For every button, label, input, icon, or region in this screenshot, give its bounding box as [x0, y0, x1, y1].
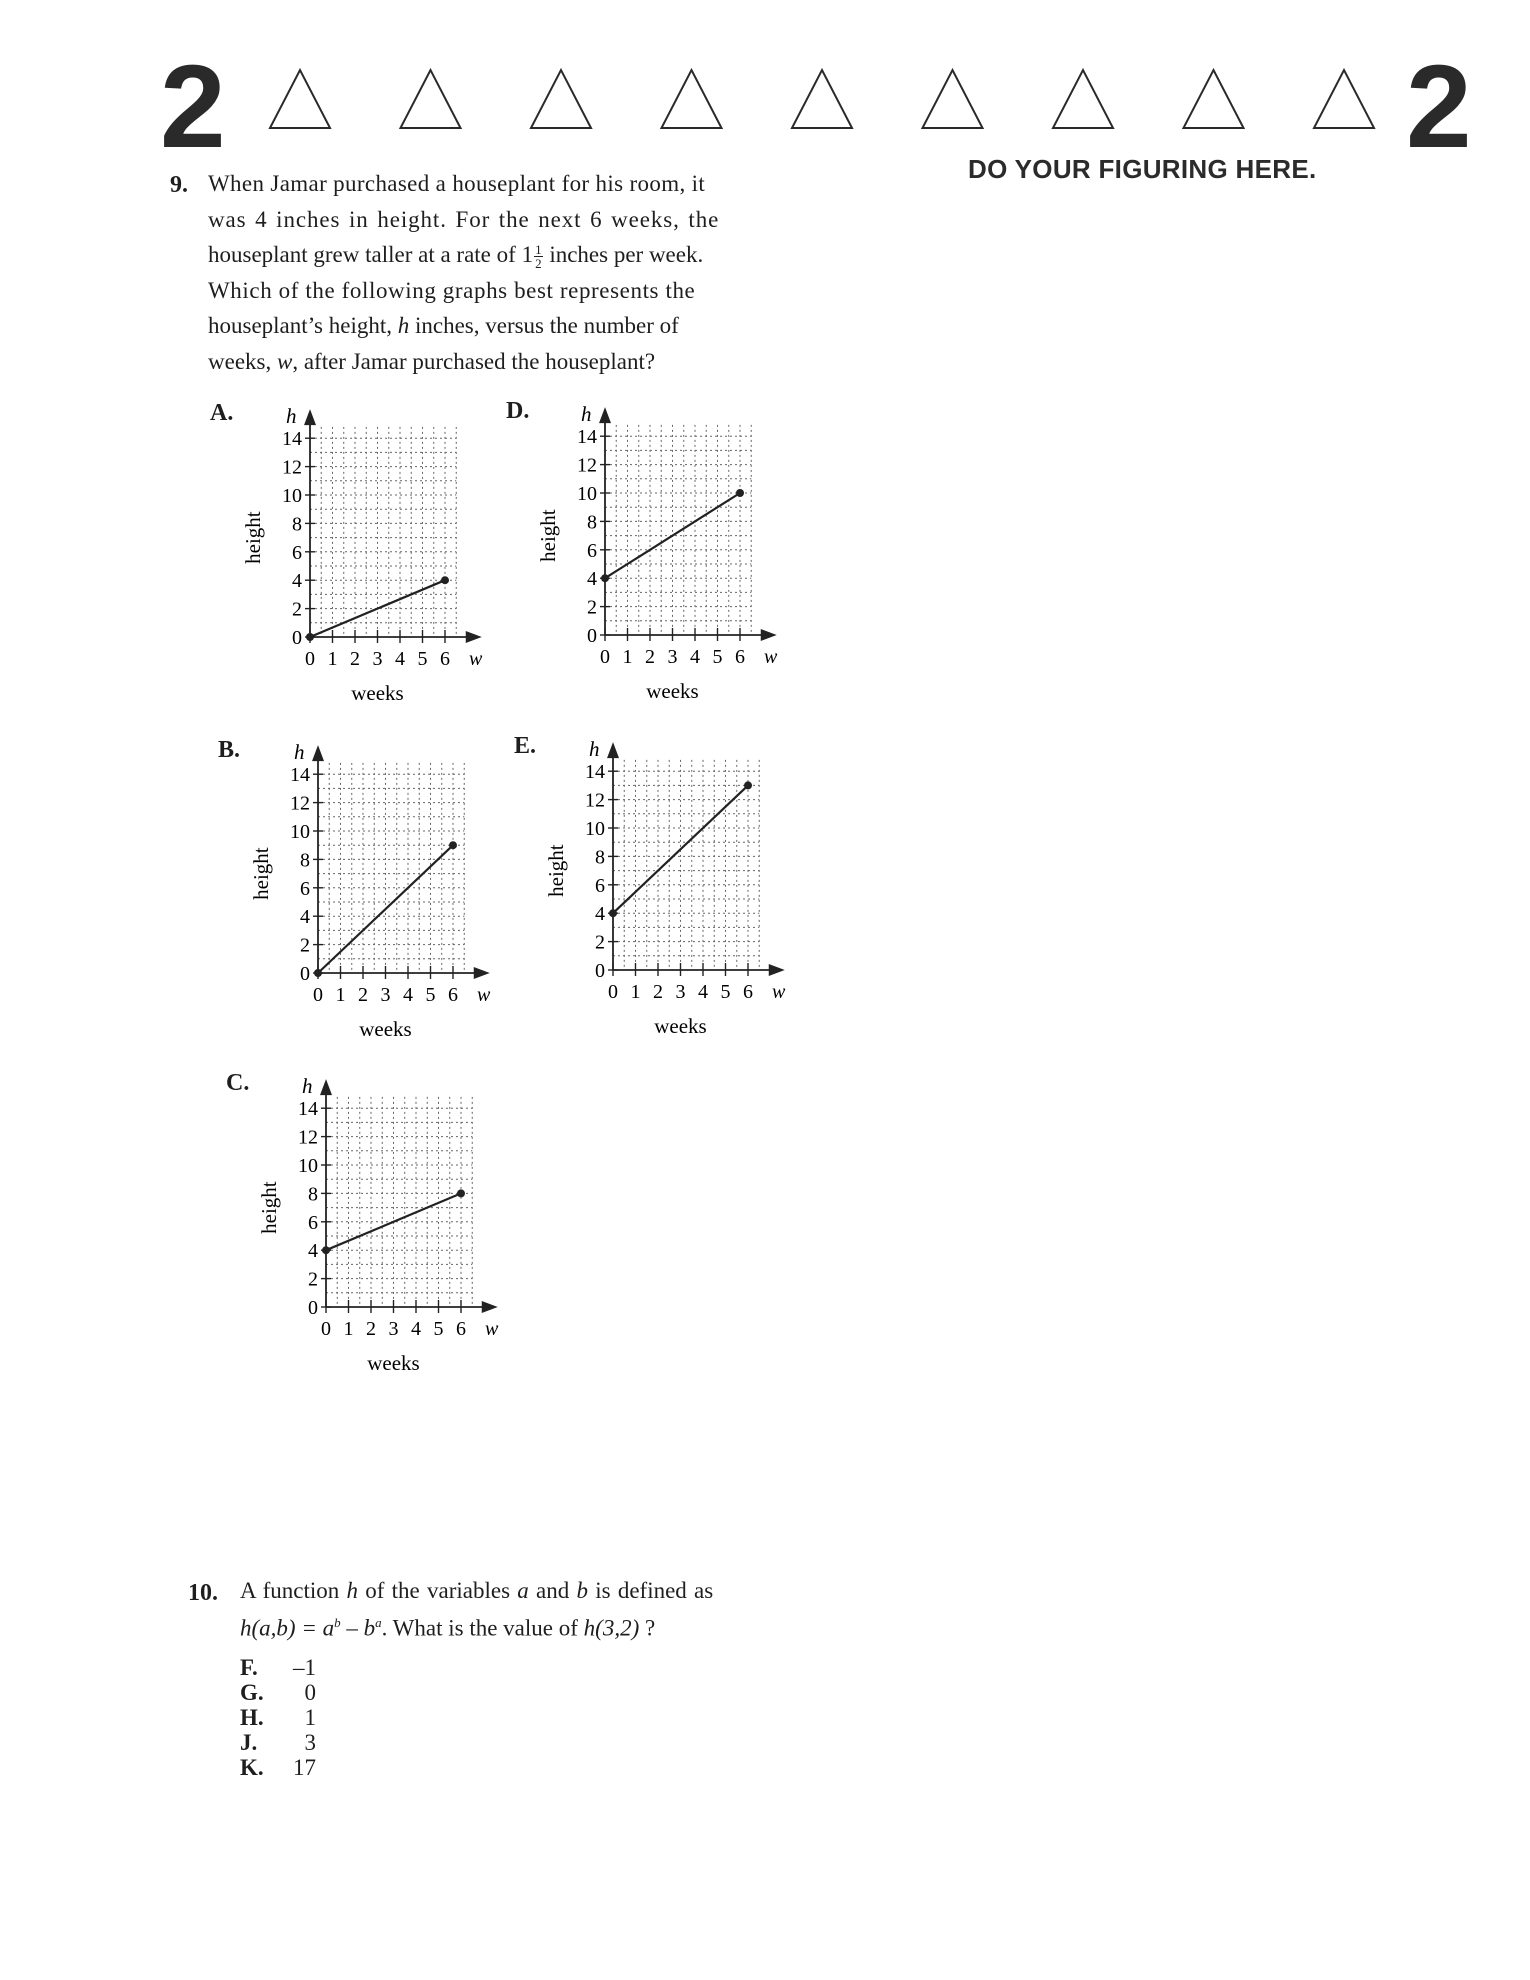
y-tick-label: 0	[595, 960, 605, 982]
y-tick-label: 6	[587, 539, 597, 562]
x-tick-label: 6	[440, 648, 450, 670]
data-point	[306, 633, 314, 641]
answer-h[interactable]	[240, 1705, 316, 1730]
y-tick-label: 6	[595, 874, 605, 897]
q9-line-5-start: houseplant’s height,	[208, 313, 392, 338]
y-tick-label: 8	[595, 846, 605, 869]
y-axis-title: height	[241, 511, 265, 564]
y-tick-label: 4	[587, 568, 597, 591]
y-tick-label: 10	[577, 483, 597, 505]
y-tick-label: 12	[290, 792, 310, 815]
x-tick-label: 4	[395, 648, 405, 670]
graph-b	[248, 731, 508, 1041]
x-variable-label: w	[772, 981, 786, 1003]
answer-choices	[240, 1655, 316, 1780]
q9-line-5-end: inches, versus the number of	[414, 313, 679, 338]
q9-line-1: When Jamar purchased a houseplant for his room, it	[208, 171, 706, 196]
q10-l1-c: and	[536, 1578, 570, 1603]
y-tick-label: 8	[587, 511, 597, 534]
x-tick-label: 3	[388, 1318, 399, 1340]
x-tick-label: 6	[448, 984, 458, 1006]
y-axis-title: height	[257, 1181, 281, 1234]
q9-line-4: Which of the following graphs best represents the	[208, 277, 696, 303]
y-axis-arrow-icon	[599, 407, 611, 423]
x-tick-label: 1	[343, 1318, 354, 1340]
x-variable-label: w	[469, 648, 483, 670]
triangle-row	[0, 64, 1530, 134]
y-tick-label: 6	[308, 1211, 318, 1234]
y-tick-label: 14	[577, 426, 597, 449]
answer-letter: F.	[240, 1655, 258, 1680]
question-10-text	[240, 1575, 713, 1645]
data-point	[322, 1246, 330, 1254]
x-tick-label: 1	[622, 646, 633, 668]
x-axis-title: weeks	[654, 1014, 707, 1038]
y-tick-label: 12	[282, 456, 302, 479]
answer-value: 1	[304, 1705, 316, 1730]
question-10-number: 10.	[188, 1580, 218, 1606]
data-point	[736, 489, 744, 497]
q10-exp-a: a	[375, 1615, 382, 1630]
x-tick-label: 1	[327, 648, 338, 670]
x-tick-label: 4	[411, 1318, 421, 1340]
x-axis-arrow-icon	[769, 964, 785, 976]
q10-line-2	[240, 1607, 713, 1645]
data-point	[441, 576, 449, 584]
x-axis-arrow-icon	[474, 967, 490, 979]
answer-f[interactable]	[240, 1655, 316, 1680]
y-variable-label: h	[294, 740, 305, 765]
y-tick-label: 14	[282, 428, 302, 451]
x-axis-arrow-icon	[482, 1301, 498, 1313]
y-tick-label: 10	[290, 821, 310, 843]
question-9-text	[208, 166, 719, 379]
y-tick-label: 2	[292, 598, 302, 621]
triangle-icon	[531, 70, 591, 128]
option-e-letter: E.	[514, 733, 537, 759]
x-axis-title: weeks	[646, 679, 699, 703]
y-tick-label: 14	[290, 764, 310, 787]
y-axis-title: height	[544, 844, 568, 897]
q10-lhs: h(a,b) = a	[240, 1615, 335, 1641]
x-tick-label: 2	[645, 646, 655, 668]
q9-line-6	[208, 344, 719, 380]
y-tick-label: 8	[292, 513, 302, 536]
answer-value: –1	[293, 1655, 316, 1680]
data-line	[613, 785, 748, 913]
data-point	[457, 1189, 465, 1197]
y-tick-label: 12	[585, 789, 605, 812]
x-tick-label: 0	[608, 981, 618, 1003]
q10-var-b: b	[576, 1578, 588, 1603]
x-variable-label: w	[477, 984, 491, 1006]
answer-value: 17	[293, 1755, 316, 1780]
x-axis-title: weeks	[351, 681, 404, 705]
data-point	[449, 841, 457, 849]
x-axis-title: weeks	[367, 1351, 420, 1375]
q9-line-3-end: inches per week.	[549, 242, 704, 267]
x-axis-arrow-icon	[761, 629, 777, 641]
triangle-icon	[1053, 70, 1113, 128]
answer-letter: G.	[240, 1680, 264, 1705]
x-tick-label: 6	[456, 1318, 466, 1340]
q10-minus: – b	[340, 1615, 376, 1641]
graph-e	[543, 728, 803, 1038]
x-tick-label: 0	[305, 648, 315, 670]
section-number-left: 2	[160, 41, 226, 173]
y-variable-label: h	[589, 737, 600, 762]
y-axis-arrow-icon	[312, 745, 324, 761]
y-tick-label: 6	[292, 541, 302, 564]
triangle-icon	[792, 70, 852, 128]
q10-exp-b: b	[334, 1615, 341, 1630]
y-tick-label: 14	[298, 1098, 318, 1121]
q9-line-3-start: houseplant grew taller at a rate of	[208, 242, 516, 267]
triangle-icon	[270, 70, 330, 128]
x-tick-label: 3	[380, 984, 391, 1006]
x-tick-label: 6	[743, 981, 753, 1003]
triangle-icon	[401, 70, 461, 128]
q9-line-5	[208, 308, 719, 344]
y-tick-label: 0	[308, 1297, 318, 1319]
y-tick-label: 10	[585, 818, 605, 840]
answer-value: 3	[304, 1730, 316, 1755]
rate-numerator: 1	[535, 242, 542, 258]
y-tick-label: 14	[585, 761, 605, 784]
q9-line-2: was 4 inches in height. For the next 6 weeks, the	[208, 206, 720, 232]
x-tick-label: 0	[321, 1318, 331, 1340]
rate-denominator: 2	[535, 256, 542, 272]
answer-letter: H.	[240, 1705, 264, 1730]
x-variable-label: w	[485, 1318, 499, 1340]
y-tick-label: 2	[308, 1268, 318, 1291]
x-tick-label: 4	[403, 984, 413, 1006]
x-tick-label: 0	[600, 646, 610, 668]
data-point	[609, 909, 617, 917]
y-tick-label: 10	[298, 1155, 318, 1177]
x-tick-label: 1	[630, 981, 641, 1003]
x-tick-label: 1	[335, 984, 346, 1006]
x-tick-label: 5	[417, 648, 428, 670]
q9-line-6-end: , after Jamar purchased the houseplant?	[292, 348, 656, 374]
x-tick-label: 2	[366, 1318, 376, 1340]
graph-c	[256, 1065, 516, 1375]
q10-call: h(3,2)	[583, 1615, 640, 1641]
y-tick-label: 2	[587, 596, 597, 619]
rate-whole: 1	[521, 242, 534, 267]
y-tick-label: 12	[577, 454, 597, 477]
y-tick-label: 0	[292, 627, 302, 649]
x-tick-label: 2	[358, 984, 368, 1006]
y-tick-label: 0	[587, 625, 597, 647]
y-tick-label: 10	[282, 485, 302, 507]
y-axis-arrow-icon	[607, 742, 619, 758]
q10-qmark: ?	[644, 1615, 656, 1641]
x-tick-label: 2	[653, 981, 663, 1003]
var-w: w	[276, 348, 293, 374]
section-number-right: 2	[1406, 41, 1472, 173]
y-tick-label: 4	[595, 903, 605, 926]
x-tick-label: 5	[425, 984, 436, 1006]
y-tick-label: 8	[300, 849, 310, 872]
y-axis-title: height	[536, 509, 560, 562]
y-variable-label: h	[581, 402, 592, 427]
y-tick-label: 12	[298, 1126, 318, 1149]
option-b-letter: B.	[218, 737, 241, 763]
data-point	[601, 574, 609, 582]
triangle-icon	[923, 70, 983, 128]
q10-line-1	[240, 1575, 713, 1607]
y-variable-label: h	[286, 404, 297, 429]
var-h: h	[397, 313, 410, 338]
y-axis-arrow-icon	[304, 409, 316, 425]
rate-fraction	[534, 243, 543, 270]
y-tick-label: 2	[300, 934, 310, 957]
q10-l1-a: A function	[240, 1578, 340, 1603]
y-variable-label: h	[302, 1074, 313, 1099]
q10-l2-rest: . What is the value of	[381, 1615, 578, 1641]
x-variable-label: w	[764, 646, 778, 668]
data-point	[314, 969, 322, 977]
option-c-letter: C.	[226, 1070, 250, 1096]
x-tick-label: 5	[720, 981, 731, 1003]
triangle-icon	[662, 70, 722, 128]
option-d-letter: D.	[506, 398, 530, 424]
data-point	[744, 781, 752, 789]
y-tick-label: 4	[300, 906, 310, 929]
x-tick-label: 4	[690, 646, 700, 668]
y-tick-label: 6	[300, 877, 310, 900]
triangle-icon	[1314, 70, 1374, 128]
q10-var-h: h	[346, 1578, 358, 1603]
q9-line-3	[208, 237, 719, 273]
x-tick-label: 0	[313, 984, 323, 1006]
x-tick-label: 5	[433, 1318, 444, 1340]
y-tick-label: 0	[300, 963, 310, 985]
question-9-number: 9.	[170, 172, 188, 198]
y-tick-label: 2	[595, 931, 605, 954]
q10-l1-d: is defined as	[595, 1578, 714, 1603]
triangle-icon	[1184, 70, 1244, 128]
answer-letter: J.	[240, 1730, 258, 1755]
x-tick-label: 3	[667, 646, 678, 668]
q9-line-6-start: weeks,	[208, 348, 272, 374]
answer-value: 0	[304, 1680, 316, 1705]
y-tick-label: 4	[308, 1240, 318, 1263]
q10-l1-b: of the variables	[365, 1578, 511, 1603]
y-tick-label: 4	[292, 570, 302, 593]
y-tick-label: 8	[308, 1183, 318, 1206]
x-tick-label: 4	[698, 981, 708, 1003]
x-axis-title: weeks	[359, 1017, 412, 1041]
x-tick-label: 2	[350, 648, 360, 670]
x-tick-label: 3	[675, 981, 686, 1003]
graph-a	[240, 395, 500, 705]
x-tick-label: 6	[735, 646, 745, 668]
y-axis-arrow-icon	[320, 1079, 332, 1095]
answer-letter: K.	[240, 1755, 264, 1780]
y-axis-title: height	[249, 847, 273, 900]
x-tick-label: 5	[712, 646, 723, 668]
q10-var-a: a	[517, 1578, 529, 1603]
figuring-label: DO YOUR FIGURING HERE.	[968, 154, 1317, 184]
graph-d	[535, 393, 795, 703]
answer-g[interactable]	[240, 1680, 316, 1705]
x-tick-label: 3	[372, 648, 383, 670]
answer-k[interactable]	[240, 1755, 316, 1780]
option-a-letter: A.	[210, 400, 234, 426]
x-axis-arrow-icon	[466, 631, 482, 643]
answer-j[interactable]	[240, 1730, 316, 1755]
